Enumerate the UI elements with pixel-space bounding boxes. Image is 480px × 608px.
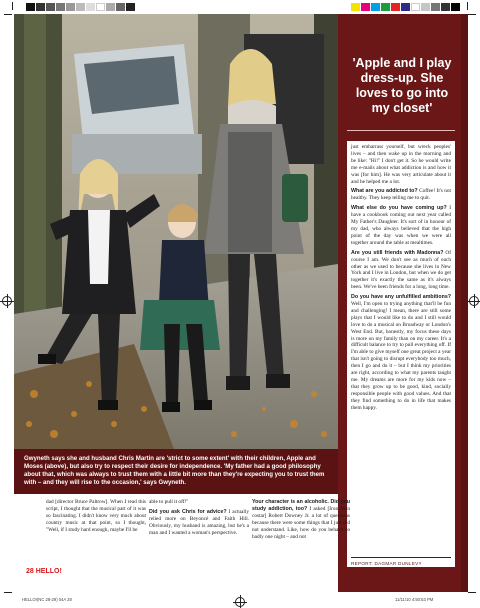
print-slug-right: 11/11/10 4:50:53 PM	[395, 597, 434, 602]
crop-mark	[467, 2, 468, 10]
answer-text: Of course I am. We don't see as much of each other as we used to because she lives in New York and I live in London, but when we do get together it's exactly the same as it's always been. We've been friends for a long, long time.	[351, 249, 452, 291]
pull-quote-rule	[347, 130, 455, 131]
question-text: What are you addicted to?	[351, 188, 418, 195]
body-column-1	[46, 499, 146, 534]
body-paragraph: able to pull it off!"	[149, 499, 189, 505]
photo-caption-band	[14, 449, 338, 494]
sidebar-edge-strip	[461, 14, 468, 592]
answer-text: I actually relied more on Beyoncé and Faith Hill. Obviously, my husband is amazing, but he's a man and I wanted a woman's perspective.	[149, 508, 250, 536]
interview-paragraph	[351, 188, 451, 202]
crop-mark	[468, 592, 476, 593]
interview-paragraph	[351, 294, 451, 411]
photo-caption: Gwyneth says she and husband Chris Martin are 'strict to some extent' with their children, Apple and Moses (above), but also try to respect their desire for independence. 'My father had a good philosophy about that, which was always to trust them with a little bit more than they're expecting you to trust them with – and they will rise to the occasion,' says Gwyneth.	[24, 455, 325, 486]
crop-mark	[4, 592, 12, 593]
registration-mark	[2, 296, 12, 306]
question-text: What else do you have coming up?	[351, 205, 447, 212]
answer-text: just embarrass yourself, but wreck peoples' lives – and then wake up in the morning and be like: "Hi!" I don't get it. So he would write me e-mails about what addiction is and how it was [for him]. He was very articulate about it and he helped me a lot.	[351, 144, 451, 185]
answer-text: Well, I'm open to trying anything that'll be fun and challenging! I mean, there are still some plays that I would like to do and I still would love to do a musical on Broadway or London's West End. But, honestly, my focus these days is more on my family than on my career. It's a difficult balance to try to pull everything off. If I'm able to give myself one great project a year that isn't going to disrupt everybody too much, then I go and do it – but I think my priorities are right, according to what my parents taught me. My dreams are more for my kids now – that they grow up to be good, kind, socially responsible people with good values. And that they find something to do in life that makes them happy.	[351, 301, 451, 411]
answer-text: Coffee! It's not healthy. They keep telling me to quit.	[351, 188, 452, 202]
question-text: Are you still friends with Madonna?	[351, 249, 444, 256]
registration-mark	[235, 597, 245, 607]
body-paragraph	[252, 499, 350, 540]
crop-mark	[468, 14, 476, 15]
registration-mark	[469, 296, 479, 306]
question-text: Do you have any unfulfilled ambitions?	[351, 294, 451, 301]
page-folio: 28 HELLO!	[26, 568, 62, 575]
body-column-2	[149, 499, 249, 537]
body-column-3	[252, 499, 350, 540]
interview-paragraph	[351, 250, 451, 291]
answer-text: I have a cookbook coming out next year called My Father's Daughter. It's sort of in honour of my dad, who always believed that the high point of the day was when we were all together around the table at mealtimes.	[351, 205, 451, 246]
report-credit: REPORT: DAGMAR DUNLEVY	[351, 557, 451, 566]
crop-mark	[12, 2, 13, 10]
pull-quote: 'Apple and I play dress-up. She loves to go into my closet'	[352, 56, 452, 115]
crop-mark	[4, 14, 12, 15]
family-photo	[14, 14, 338, 449]
answer-text: I asked [Iron Man costar] Robert Downey Jr. a lot of questions because there were some things that I just did not understand. Like, how do you behave so badly one night – and not	[252, 505, 351, 540]
body-paragraph	[149, 509, 249, 537]
interview-column-right	[347, 141, 455, 553]
question-text: Did you ask Chris for advice?	[149, 508, 227, 515]
print-slug-left: HELLO!(NC 28-29) 04A 28	[22, 597, 72, 602]
body-paragraph: dad [director Bruce Paltrow]. When I read this script, I thought that the musical part of it was so fascinating. I didn't know very much about country music at that point, so I thought, "Well, if I study hard enough, maybe I'll be	[46, 499, 146, 533]
question-text: Your character is an alcoholic. Did you study addiction, too?	[252, 499, 350, 512]
color-bar-left	[26, 3, 136, 11]
interview-paragraph	[351, 205, 451, 246]
color-bar-right	[351, 3, 461, 11]
interview-paragraph	[351, 144, 451, 185]
photo-credit: ADDRESSPHOTOS	[450, 493, 454, 528]
